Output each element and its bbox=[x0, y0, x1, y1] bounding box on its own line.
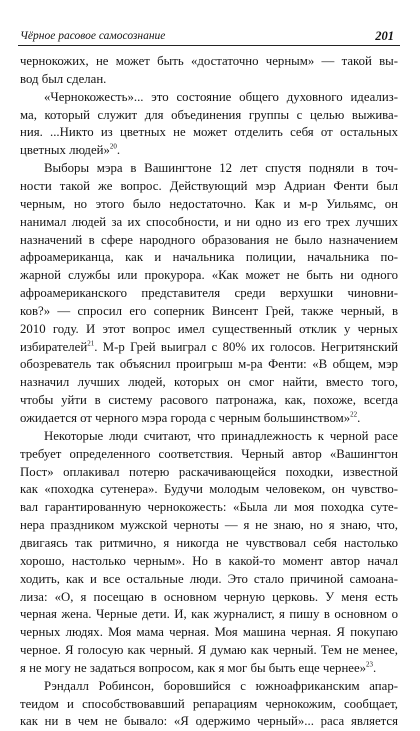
text-line bbox=[20, 338, 398, 356]
line-text: требует определенного соответствия. Черный автор «Вашингтон bbox=[20, 446, 398, 461]
line-text: ожидается от черного мэра города с черным большинством» bbox=[20, 411, 351, 425]
line-text: как ни в чем не бывало: «Я одержимо черный»... раса является bbox=[20, 714, 398, 729]
text-line bbox=[20, 659, 376, 677]
text-line bbox=[20, 516, 398, 534]
text-line bbox=[20, 695, 398, 713]
line-text: вод был сделан. bbox=[20, 71, 107, 86]
text-line bbox=[20, 463, 398, 481]
text-line bbox=[20, 141, 120, 159]
line-text: чтобы уйти в систему расового патронажа, как, похоже, всегда bbox=[20, 393, 398, 408]
line-text: как «походка сутенера». Будучи молодым человеком, он чувство- bbox=[20, 482, 398, 497]
text-line bbox=[20, 177, 398, 195]
text-line bbox=[20, 445, 398, 463]
footnote-ref: 20 bbox=[109, 142, 117, 151]
line-text: хорошо, настолько черным». Но в какой-то момент автор начал bbox=[20, 553, 398, 568]
page-number: 201 bbox=[375, 29, 394, 43]
text-line bbox=[20, 373, 398, 391]
text-line bbox=[20, 570, 398, 588]
text-line bbox=[20, 231, 398, 249]
header-rule bbox=[18, 45, 400, 46]
line-text-tail: . М-р Грей выиграл с 80% их голосов. Негритянский bbox=[94, 339, 398, 354]
line-text: афроамериканца, как и начальника полиции, начальника по- bbox=[20, 250, 398, 265]
line-text: «Чернокожесть»... это состояние общего духовного идеализ- bbox=[44, 89, 398, 104]
line-text: 2010 году. И этот вопрос имел существенный отклик у черных bbox=[20, 321, 398, 336]
line-text: двигаясь так ритмично, я никогда не чувствовал себя настолько bbox=[20, 535, 398, 550]
text-line bbox=[20, 480, 398, 498]
text-line bbox=[20, 213, 398, 231]
line-text: вал гарантированную чернокожесть: «Была ли моя походка суте- bbox=[20, 500, 398, 515]
text-line bbox=[20, 391, 398, 409]
line-text: черная жена. Черные дети. И, как журналист, я пишу в основном о bbox=[20, 607, 398, 622]
line-text-tail: . bbox=[116, 143, 121, 158]
text-line bbox=[20, 588, 398, 606]
line-text: лиза: «О, я посещаю в основном черную церковь. У меня есть bbox=[20, 589, 398, 604]
line-text: цветных людей» bbox=[20, 143, 110, 158]
text-line bbox=[20, 355, 398, 373]
line-text: я не могу не задаться вопросом, как я мог бы быть еще чернее» bbox=[20, 660, 367, 675]
line-text-tail: . bbox=[357, 411, 361, 425]
page-header bbox=[0, 8, 420, 44]
line-text-tail: . bbox=[373, 660, 377, 675]
line-text: нера праздником мужской черноты — я не знаю, но я знаю, что, bbox=[20, 518, 398, 533]
text-line bbox=[20, 266, 398, 284]
text-line bbox=[20, 248, 398, 266]
line-text: чернокожих, не может быть «достаточно черным» — такой вы- bbox=[20, 54, 398, 68]
line-text: Некоторые люди считают, что принадлежность к черной расе bbox=[44, 428, 398, 443]
footnote-ref: 22 bbox=[350, 410, 358, 419]
text-line bbox=[20, 52, 398, 70]
line-text: ния. ...Никто из цветных не может отделить себя от остальных bbox=[20, 125, 398, 140]
line-text: афроамериканского представителя среди верхушки чиновни- bbox=[20, 286, 398, 301]
footnote-ref: 21 bbox=[87, 339, 95, 348]
line-text: назначений в сфере народного образования не было назначением bbox=[20, 232, 398, 247]
text-line bbox=[20, 534, 398, 552]
line-text: ходить, как и все остальные люди. Это стало причиной самоана- bbox=[20, 571, 398, 586]
line-text: Пост» оплакивал потерю раскачивающейся походки, известной bbox=[20, 464, 398, 479]
text-line bbox=[20, 302, 398, 320]
line-text: жарной службы или прокурора. «Как может не быть ни одного bbox=[20, 268, 398, 283]
text-line bbox=[20, 70, 106, 88]
line-text: теидом и способствовавший репарациям чернокожим, сообщает, bbox=[20, 696, 398, 711]
line-text: обозреватель так объяснил проигрыш м-ра Фенти: «В общем, мэр bbox=[20, 357, 398, 372]
text-line bbox=[20, 605, 398, 623]
text-line bbox=[20, 498, 398, 516]
line-text: черных людях. Моя мама черная. Моя машина черная. Я покупаю bbox=[20, 625, 398, 640]
text-line bbox=[20, 320, 398, 338]
text-line bbox=[20, 552, 398, 570]
text-line bbox=[20, 123, 398, 141]
text-line bbox=[44, 159, 398, 177]
line-text: черное. Я голосую как черный. Я думаю как черный. Тем не менее, bbox=[20, 643, 398, 658]
line-text: черным, но этого было недостаточно. Как и м-р Уильямс, он bbox=[20, 196, 398, 211]
text-line bbox=[20, 712, 398, 730]
text-line bbox=[20, 623, 398, 641]
text-line bbox=[20, 195, 398, 213]
text-line bbox=[44, 677, 398, 695]
text-line bbox=[20, 409, 360, 427]
text-line bbox=[20, 284, 398, 302]
line-text: Выборы мэра в Вашингтоне 12 лет спустя подняли в точ- bbox=[44, 161, 398, 176]
text-line bbox=[44, 88, 398, 106]
line-text: ков?» — спросил его соперник Винсент Грей, также черный, в bbox=[20, 303, 398, 318]
line-text: Рэндалл Робинсон, боровшийся с южноафриканским апар- bbox=[44, 678, 398, 693]
text-line bbox=[44, 427, 398, 445]
line-text: назначил лучших людей, которых он смог найти, вместо того, bbox=[20, 375, 398, 390]
running-head: Чёрное расовое самосознание bbox=[20, 30, 166, 42]
text-line bbox=[20, 641, 398, 659]
footnote-ref: 23 bbox=[366, 660, 374, 669]
line-text: избирателей bbox=[20, 339, 88, 354]
line-text: ма, который служит для объединения группы с целью выжива- bbox=[20, 107, 398, 122]
line-text: ности такой же вопрос. Действующий мэр Адриан Фенти был bbox=[20, 178, 398, 193]
line-text: нанимал людей за их способности, и ни одно из его трех лучших bbox=[20, 214, 398, 229]
text-line bbox=[20, 106, 398, 124]
